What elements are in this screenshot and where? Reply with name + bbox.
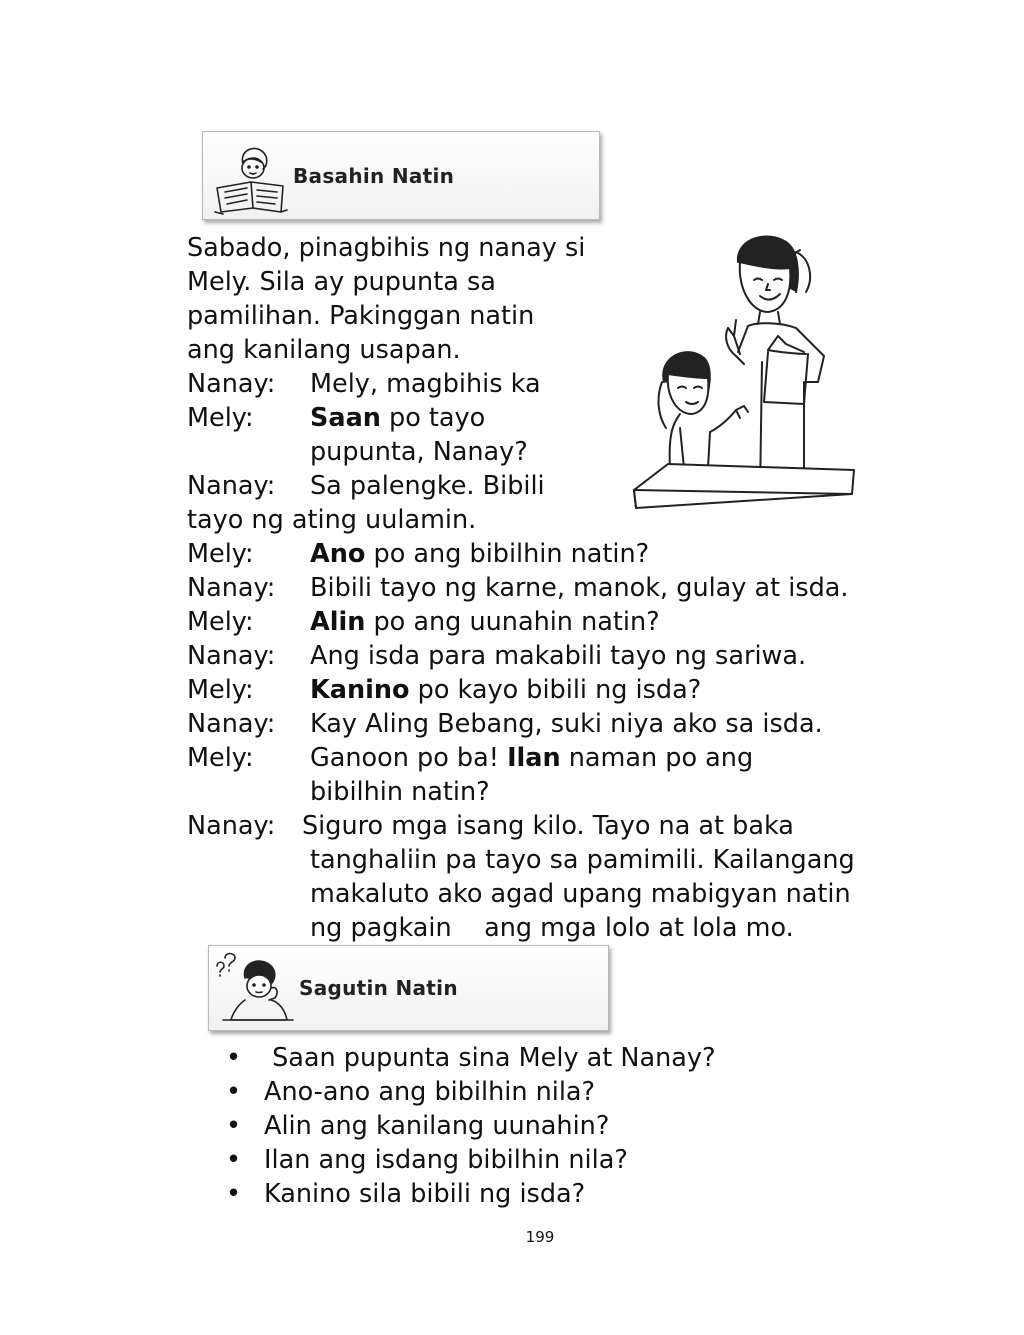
- dialogue-line: [310, 605, 660, 639]
- dialogue-line: pupunta, Nanay?: [310, 437, 528, 467]
- dialogue-line: Mely, magbihis ka: [310, 369, 541, 399]
- dialogue-line: [310, 537, 649, 571]
- dialogue-line: bibilhin natin?: [310, 777, 490, 807]
- speaker-label: Nanay:: [187, 811, 276, 841]
- dialogue-line: makaluto ako agad upang mabigyan natin: [310, 879, 851, 909]
- speaker-label: Mely:: [187, 403, 254, 433]
- basahin-natin-title: Basahin Natin: [293, 163, 455, 188]
- bullet-icon: •: [226, 1043, 242, 1073]
- dialogue-line: [310, 673, 701, 707]
- list-item: Ilan ang isdang bibilhin nila?: [264, 1145, 628, 1175]
- dialogue-line: Bibili tayo ng karne, manok, gulay at isda.: [310, 573, 849, 603]
- list-item: Ano-ano ang bibilhin nila?: [264, 1077, 596, 1107]
- list-item: Kanino sila bibili ng isda?: [264, 1179, 586, 1209]
- dialogue-line: tanghaliin pa tayo sa pamimili. Kailangang: [310, 845, 855, 875]
- speaker-label: Mely:: [187, 675, 254, 705]
- basahin-natin-banner: [202, 131, 600, 220]
- speaker-label: Nanay:: [187, 471, 276, 501]
- dialogue-text: po kayo bibili ng isda?: [409, 675, 702, 705]
- question-keyword: Saan: [310, 403, 381, 433]
- bullet-icon: •: [226, 1111, 242, 1141]
- speaker-label: Nanay:: [187, 641, 276, 671]
- intro-line-3: pamilihan. Pakinggan natin: [187, 301, 535, 331]
- intro-line-1: Sabado, pinagbihis ng nanay si: [187, 233, 586, 263]
- intro-line-2: Mely. Sila ay pupunta sa: [187, 267, 496, 297]
- sagutin-natin-banner: [208, 945, 609, 1031]
- speaker-label: Mely:: [187, 743, 254, 773]
- dialogue-text: po tayo: [380, 403, 486, 433]
- dialogue-text: po ang bibilhin natin?: [365, 539, 650, 569]
- reading-boy-icon: [203, 136, 293, 216]
- speaker-label: Mely:: [187, 607, 254, 637]
- thinking-boy-icon: [209, 948, 299, 1028]
- mother-daughter-illustration: [628, 232, 860, 514]
- list-item: Alin ang kanilang uunahin?: [264, 1111, 610, 1141]
- dialogue-line: [310, 401, 485, 435]
- speaker-label: Mely:: [187, 539, 254, 569]
- sagutin-natin-title: Sagutin Natin: [299, 976, 458, 1000]
- speaker-label: Nanay:: [187, 709, 276, 739]
- dialogue-text: Ganoon po ba!: [310, 743, 508, 773]
- bullet-icon: •: [226, 1179, 242, 1209]
- speaker-label: Nanay:: [187, 369, 276, 399]
- bullet-icon: •: [226, 1077, 242, 1107]
- list-item: Saan pupunta sina Mely at Nanay?: [264, 1043, 716, 1073]
- dialogue-line: Ang isda para makabili tayo ng sariwa.: [310, 641, 807, 671]
- dialogue-text: po ang uunahin natin?: [365, 607, 660, 637]
- dialogue-line: tayo ng ating uulamin.: [187, 505, 477, 535]
- question-keyword: Ilan: [507, 743, 561, 773]
- dialogue-line: Kay Aling Bebang, suki niya ako sa isda.: [310, 709, 823, 739]
- dialogue-line: Siguro mga isang kilo. Tayo na at baka: [302, 811, 794, 841]
- dialogue-line: Sa palengke. Bibili: [310, 471, 545, 501]
- speaker-label: Nanay:: [187, 573, 276, 603]
- dialogue-line: ng pagkain ang mga lolo at lola mo.: [310, 913, 794, 943]
- question-keyword: Ano: [310, 539, 366, 569]
- intro-line-4: ang kanilang usapan.: [187, 335, 461, 365]
- dialogue-text: naman po ang: [560, 743, 754, 773]
- bullet-icon: •: [226, 1145, 242, 1175]
- question-keyword: Kanino: [310, 675, 410, 705]
- question-keyword: Alin: [310, 607, 366, 637]
- page-number: 199: [525, 1228, 555, 1246]
- dialogue-line: [310, 741, 753, 775]
